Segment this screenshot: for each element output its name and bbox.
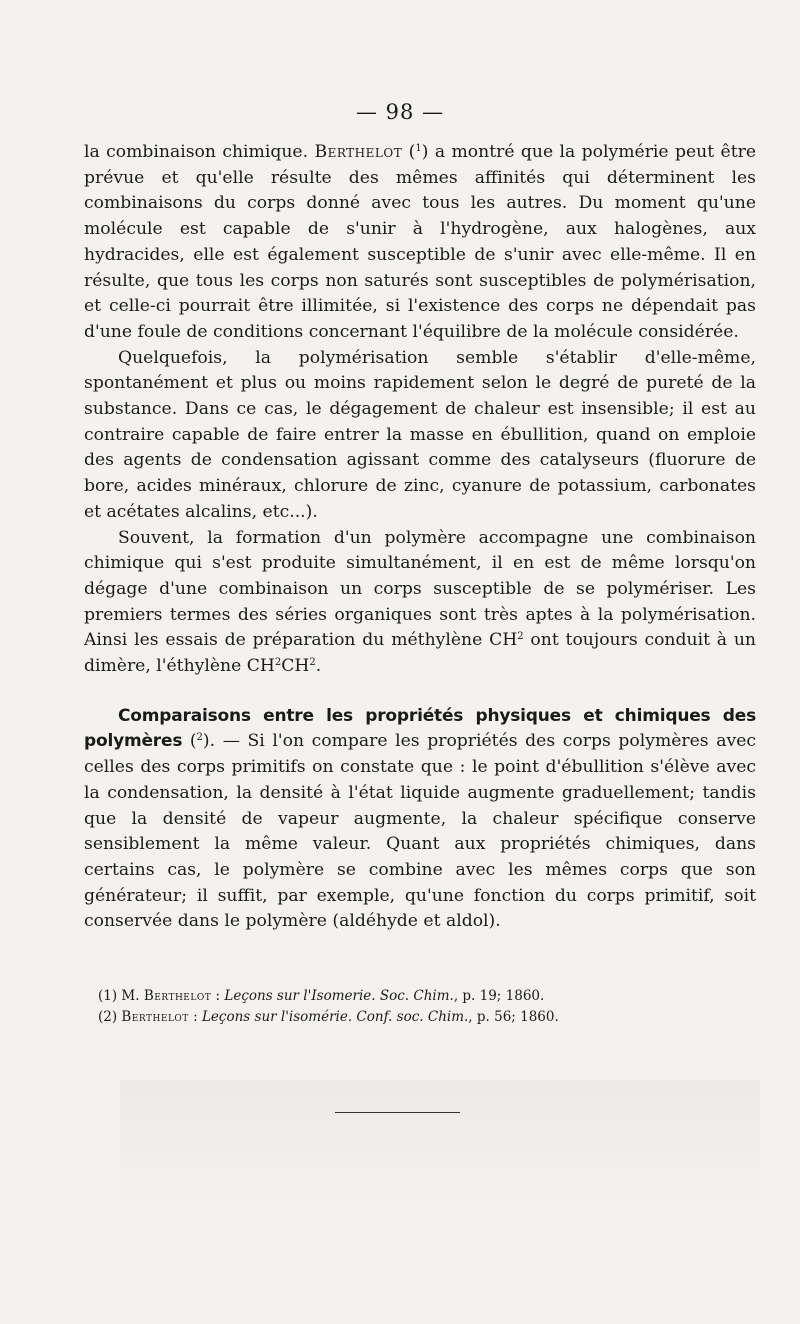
paragraph-1: la combinaison chimique. Berthelot ($^1$) a montré que la polymérie peut être prévue et qu'elle résulte des mêmes affinités qui déterminent les combinaisons du corps donné avec tous les autres. Du moment qu'une molécule est capable de s'unir à l'hydrogène, aux halogènes, aux hydracides, elle est également susceptible de s'unir avec elle-même. Il en résulte, que tous les corps non saturés sont susceptibles de polymérisation, et celle-ci pourrait être illimitée, si l'existence des corps ne dépendait pas d'une foule de conditions concernant l'équilibre de la molécule considérée.: [84, 142, 756, 342]
bleed-through-shadow: [120, 1080, 760, 1210]
paragraph-2: Quelquefois, la polymérisation semble s'établir d'elle-même, spontanément et plus ou moins rapidement selon le degré de pureté de la substance. Dans ce cas, le dégagement de chaleur est insensible; il est au contraire capable de faire entrer la masse en ébullition, quand on emploie des agents de condensation agissant comme des catalyseurs (fluorure de bore, acides minéraux, chlorure de zinc, cyanure de potassium, carbonates et acétates alcalins, etc...).: [84, 347, 756, 522]
formula-ethylene: $CH^2CH^2$: [246, 656, 316, 677]
section-title: Comparaisons entre les propriétés physiques et chimiques des polymères: [84, 705, 756, 752]
footnote-ref: 2: [196, 732, 203, 744]
section-comparaisons: Comparaisons entre les propriétés physiques et chimiques des polymères ($^2$). — Si l'on compare les propriétés des corps polymères avec celles des corps primitifs on constate que : le point d'ébullition s'élève avec la condensation, la densité à l'état liquide augmente graduellement; tandis que la densité de vapeur augmente, la chaleur spécifique conserve sensiblement la même valeur. Quant aux propriétés chimiques, dans certains cas, le polymère se combine avec les mêmes corps que son générateur; il suffit, par exemple, qu'une fonction du corps primitif, soit conservée dans le polymère (aldéhyde et aldol).: [84, 705, 756, 932]
author-name: Berthelot: [314, 142, 403, 162]
footnote-ref: 1: [415, 143, 422, 154]
body-text: [84, 140, 756, 935]
footnotes: [84, 986, 756, 1028]
page-number: — 98 —: [355, 100, 445, 124]
footnote-1: (1) M. Berthelot : Leçons sur l'Isomerie. Soc. Chim., p. 19; 1860.: [98, 988, 545, 1004]
formula-methylene: $CH^2$: [489, 630, 524, 651]
end-rule: [335, 1112, 460, 1113]
paragraph-3: Souvent, la formation d'un polymère accompagne une combinaison chimique qui s'est produite simultanément, il en est de même lorsqu'on dégage d'une combinaison un corps susceptible de se polymériser. Les premiers termes des séries organiques sont très aptes à la polymérisation. Ainsi les essais de préparation du méthylène $CH^2$ ont toujours conduit à un dimère, l'éthylène $CH^2CH^2$.: [84, 527, 756, 677]
footnote-2: (2) Berthelot : Leçons sur l'isomérie. Conf. soc. Chim., p. 56; 1860.: [98, 1009, 559, 1025]
